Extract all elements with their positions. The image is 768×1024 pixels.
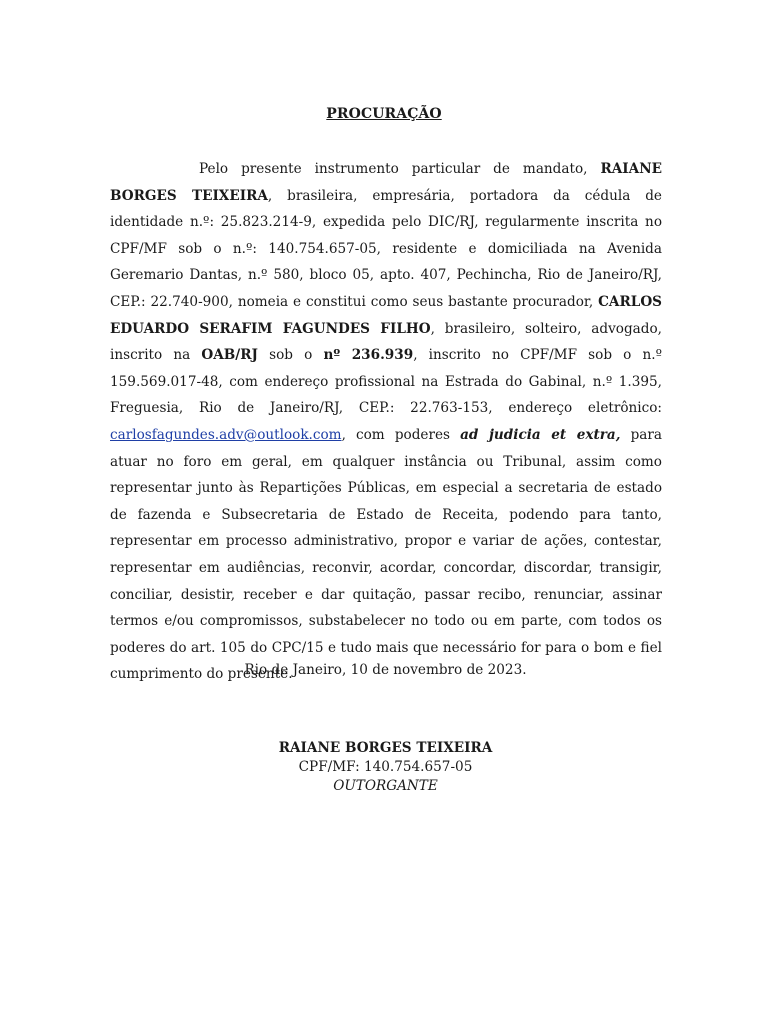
grantor-name-bold: RAIANE BORGES TEIXEIRA bbox=[110, 161, 662, 204]
text-address: , inscrito no CPF/MF sob o n.º 159.569.017-48, com endereço profissional na Estrada do Gabinal, n.º 1.395, Freguesia, Rio de Janeiro/RJ, CEP.: 22.763-153, endereço eletrônico: bbox=[110, 347, 662, 417]
text-sob-o: sob o bbox=[257, 347, 324, 364]
email-link[interactable]: carlosfagundes.adv@outlook.com bbox=[110, 426, 342, 443]
text-powers: para atuar no foro em geral, em qualquer instância ou Tribunal, assim como representar junto às Repartições Públicas, em especial a secretaria de estado de fazenda e Subsecretaria de Estado de Receita, podendo para tanto, representar em processo administrativo, propor e variar de ações, contestar, representar em audiências, reconvir, acordar, concordar, discordar, transigir, conciliar, desistir, receber e dar quitação, passar recibo, renunciar, assinar termos e/ou compromissos, substabelecer no todo ou em parte, com todos os poderes do art. 105 do CPC/15 e tudo mais que necessário for para o bom e fiel cumprimento do presente. bbox=[110, 426, 662, 683]
signatory-role: OUTORGANTE bbox=[333, 778, 438, 794]
ad-judicia-italic bbox=[460, 427, 620, 443]
mandate-paragraph bbox=[110, 156, 662, 688]
ad-judicia-text: ad judicia et extra, bbox=[460, 426, 621, 443]
oab-number-bold: nº 236.939 bbox=[323, 347, 414, 364]
date-line: Rio de Janeiro, 10 de novembro de 2023. bbox=[244, 662, 527, 678]
text-intro: Pelo presente instrumento particular de mandato, bbox=[199, 161, 601, 177]
signatory-cpf: CPF/MF: 140.754.657-05 bbox=[298, 759, 473, 775]
text-com-poderes: , com poderes bbox=[341, 426, 461, 443]
text-grantor-details: , brasileira, empresária, portadora da cédula de identidade n.º: 25.823.214-9, expedida pelo DIC/RJ, regularmente inscrita no CPF/MF sob o n.º: 140.754.657-05, residente e domiciliada na Avenida Geremario Dantas, n.º 580, bloco 05, apto. 407, Pechincha, Rio de Janeiro/RJ, CEP.: 22.740-900, nomeia e constitui como seus bastante procurador, bbox=[110, 187, 662, 310]
document-title: PROCURAÇÃO bbox=[326, 106, 442, 122]
text-attorney-details: , brasileiro, solteiro, advogado, inscrito na bbox=[110, 320, 662, 364]
signature-block bbox=[0, 739, 768, 796]
signatory-name: RAIANE BORGES TEIXEIRA bbox=[278, 740, 493, 756]
oab-label-bold: OAB/RJ bbox=[201, 347, 258, 364]
attorney-name-bold: CARLOS EDUARDO SERAFIM FAGUNDES FILHO bbox=[110, 293, 662, 337]
